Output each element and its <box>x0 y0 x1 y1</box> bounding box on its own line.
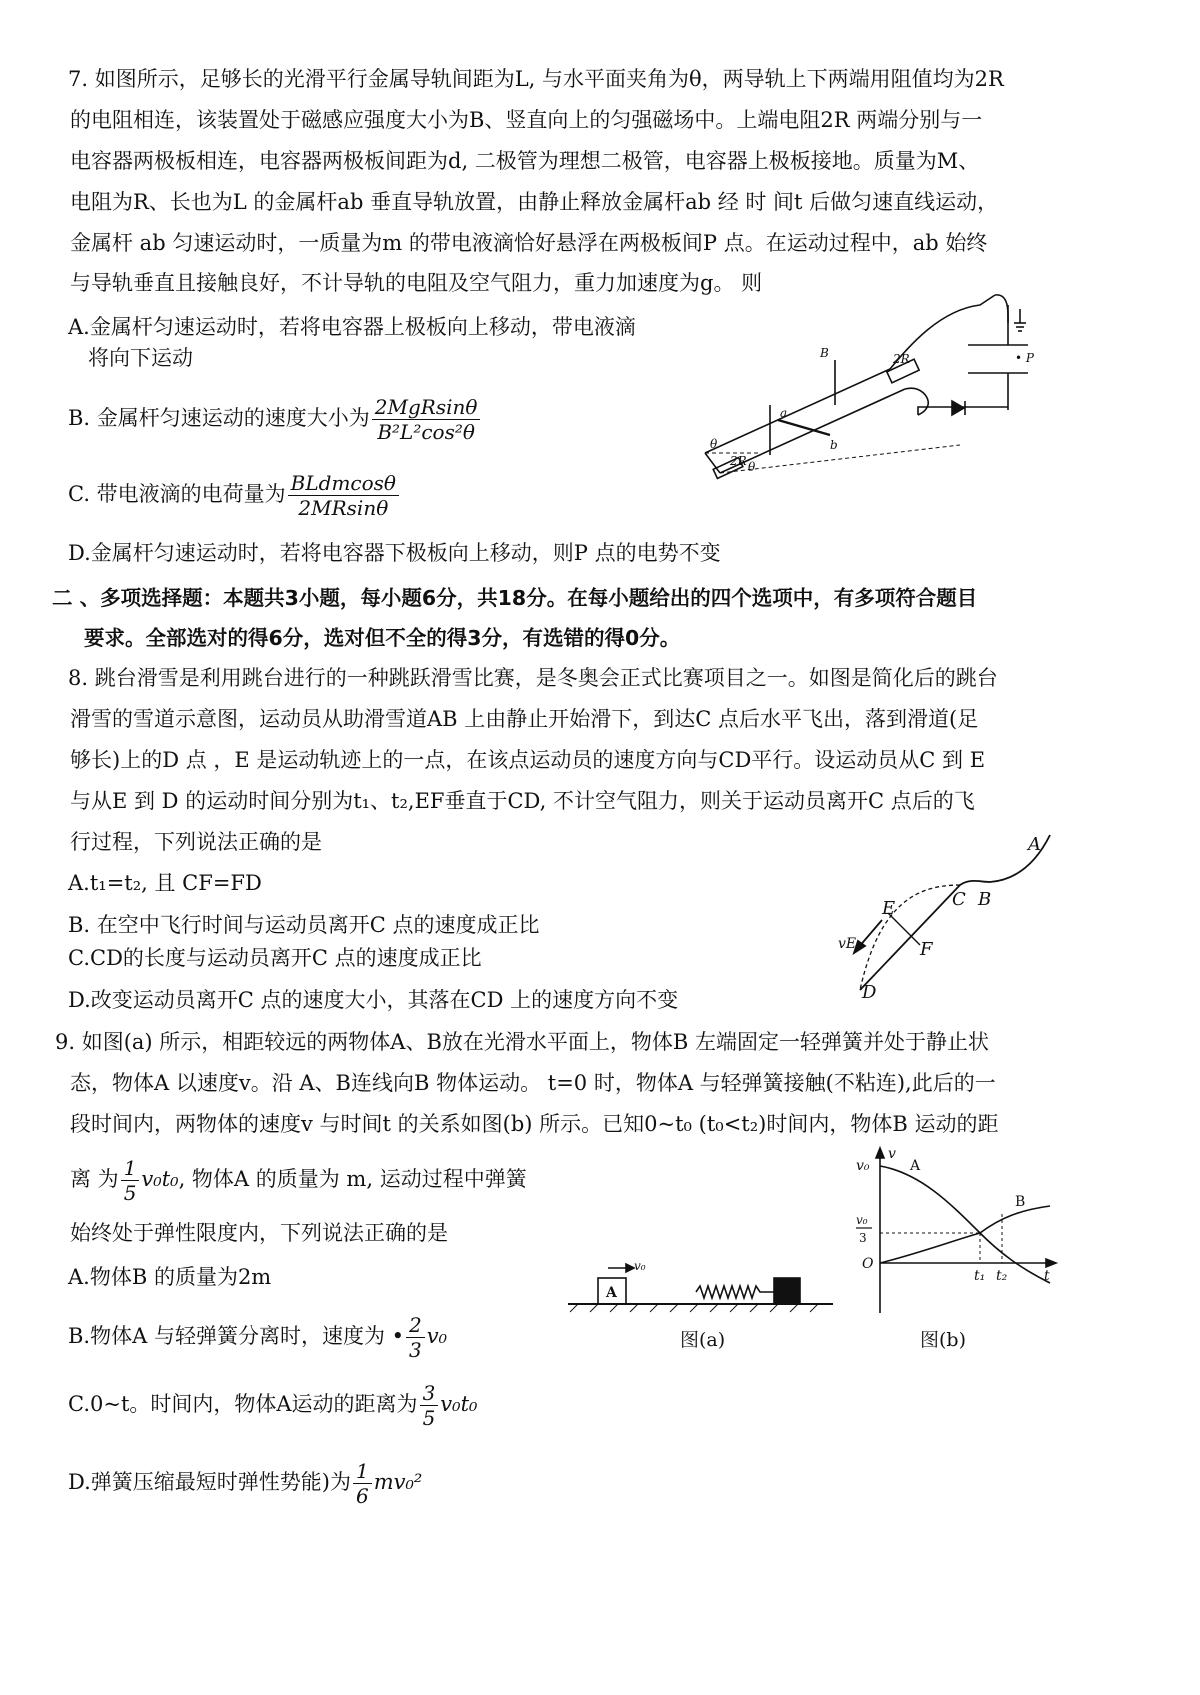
upper-rail <box>705 369 890 453</box>
q8-option-d: D.改变运动员离开C 点的速度大小，其落在CD 上的速度方向不变 <box>68 988 679 1012</box>
q9-line4-var: v₀t₀ <box>141 1167 179 1191</box>
label-v: v <box>888 1146 896 1162</box>
label-ve: vE <box>838 936 857 952</box>
label-d: D <box>862 982 877 1003</box>
q9-figure-b-vt-graph <box>850 1148 1060 1318</box>
q9-option-a: A.物体B 的质量为2m <box>68 1265 272 1289</box>
q7-option-c-fraction <box>288 471 399 520</box>
label-frac-num: v₀ <box>856 1213 868 1227</box>
label-b-field: B <box>820 346 829 360</box>
q7-option-c <box>68 466 401 522</box>
q9-option-b-sign: • <box>391 1324 405 1348</box>
block-b <box>774 1278 800 1304</box>
label-v0: v₀ <box>634 1259 646 1273</box>
label-t: t <box>1044 1268 1050 1284</box>
fraction-numerator: 1 <box>121 1156 140 1181</box>
q7-option-c-text: C. 带电液滴的电荷量为 <box>68 482 286 506</box>
q9-option-c-var: v₀t₀ <box>440 1392 478 1416</box>
q7-option-b-text: B. 金属杆匀速运动的速度大小为 <box>68 406 370 430</box>
q7-stem-line-6: 与导轨垂直且接触良好，不计导轨的电阻及空气阻力，重力加速度为g。 则 <box>70 271 763 295</box>
label-origin: O <box>862 1256 874 1272</box>
rod-ab <box>778 420 830 435</box>
q7-stem-line-3: 电容器两极板相连，电容器两极板间距为d, 二极管为理想二极管，电容器上极板接地。质量为M、 <box>70 149 980 173</box>
q7-option-b-fraction <box>372 395 481 444</box>
q9-figure-a-caption: 图(a) <box>680 1329 726 1351</box>
q9-option-b-var: v₀ <box>426 1324 448 1348</box>
label-c: C <box>952 889 966 910</box>
q9-line4-fraction <box>121 1156 140 1205</box>
diode-icon <box>952 401 964 415</box>
fraction-numerator: BLdmcosθ <box>288 471 399 496</box>
q8-stem-line-4: 与从E 到 D 的运动时间分别为t₁、t₂,EF垂直于CD, 不计空气阻力，则关于运动员离开C 点后的飞 <box>70 789 975 813</box>
label-theta-1: θ <box>710 437 718 451</box>
q9-option-c-text: C.0~t。时间内，物体A运动的距离为 <box>68 1392 418 1416</box>
q7-rail-circuit-figure <box>690 305 1070 505</box>
q7-stem-line-4: 电阻为R、长也为L 的金属杆ab 垂直导轨放置，由静止释放金属杆ab 经 时 间t 后做匀速直线运动， <box>70 190 999 214</box>
fraction-numerator: 1 <box>353 1459 372 1484</box>
label-a: A <box>606 1285 617 1301</box>
label-theta-2: θ <box>748 460 756 474</box>
label-bottom-2r: 2R <box>730 454 747 468</box>
label-point-p: • P <box>1015 351 1034 365</box>
q7-option-d: D.金属杆匀速运动时，若将电容器下极板向上移动，则P 点的电势不变 <box>68 541 721 565</box>
fraction-denominator: 2MRsinθ <box>298 496 389 520</box>
fraction-denominator: 3 <box>409 1338 422 1362</box>
q7-stem-line-5: 金属杆 ab 匀速运动时，一质量为m 的带电液滴恰好悬浮在两极板间P 点。在运动过程中，ab 始终 <box>70 231 988 255</box>
slope-cd <box>860 885 960 990</box>
q9-option-d-text: D.弹簧压缩最短时弹性势能)为 <box>68 1470 351 1494</box>
label-b: b <box>830 438 838 452</box>
fraction-numerator: 2 <box>406 1313 425 1338</box>
fraction-denominator: 5 <box>123 1181 137 1205</box>
q9-option-c <box>68 1376 477 1432</box>
q8-stem-line-5: 行过程，下列说法正确的是 <box>70 830 322 854</box>
fraction-denominator: 5 <box>422 1406 436 1430</box>
q7-option-a-line-1: A.金属杆匀速运动时，若将电容器上极板向上移动，带电液滴 <box>68 315 636 339</box>
curve-b <box>880 1206 1050 1263</box>
q9-option-d <box>68 1454 422 1510</box>
q9-figure-a <box>568 1259 838 1322</box>
section-2-heading-line-2: 要求。全部选对的得6分，选对但不全的得3分，有选错的得0分。 <box>84 626 681 650</box>
q9-stem-line-4 <box>70 1152 527 1206</box>
q8-option-c: C.CD的长度与运动员离开C 点的速度成正比 <box>68 946 482 970</box>
q7-option-a-line-2: 将向下运动 <box>88 346 193 370</box>
label-a: A <box>1028 834 1041 855</box>
section-2-heading-line-1: 二 、多项选择题：本题共3小题，每小题6分，共18分。在每小题给出的四个选项中，有多项符合题目 <box>52 586 978 610</box>
label-v0: v₀ <box>856 1158 870 1174</box>
q7-stem-line-2: 的电阻相连，该装置处于磁感应强度大小为B、竖直向上的匀强磁场中。上端电阻2R 两端分别与一 <box>70 108 983 132</box>
q9-stem-line-5: 始终处于弹性限度内，下列说法正确的是 <box>70 1221 448 1245</box>
q8-stem-line-3: 够长)上的D 点 ，E 是运动轨迹上的一点，在该点运动员的速度方向与CD平行。设运动员从C 到 E <box>70 748 986 772</box>
q9-figure-b-caption: 图(b) <box>920 1329 966 1351</box>
label-a: a <box>780 406 788 420</box>
label-curve-b: B <box>1015 1194 1026 1210</box>
q7-option-b <box>68 390 482 446</box>
label-curve-a: A <box>910 1158 921 1174</box>
q9-stem-line-1: 9. 如图(a) 所示，相距较远的两物体A、B放在光滑水平面上，物体B 左端固定一轻弹簧并处于静止状 <box>55 1030 989 1054</box>
q7-stem-line-1: 7. 如图所示，足够长的光滑平行金属导轨间距为L, 与水平面夹角为θ，两导轨上下两端用阻值均为2R <box>68 67 1004 91</box>
curve-a <box>880 1166 1050 1283</box>
q9-option-d-fraction <box>353 1459 372 1508</box>
q8-option-b: B. 在空中飞行时间与运动员离开C 点的速度成正比 <box>68 913 540 937</box>
q8-ski-jump-figure <box>820 830 1060 1003</box>
q9-option-b <box>68 1308 447 1364</box>
q9-option-b-fraction <box>406 1313 425 1362</box>
q9-stem-line-3: 段时间内，两物体的速度v 与时间t 的关系如图(b) 所示。已知0~t₀ (t₀<t₂)时间内，物体B 运动的距 <box>70 1112 999 1136</box>
label-top-2r: 2R <box>893 352 910 366</box>
q8-option-a: A.t₁=t₂, 且 CF=FD <box>68 871 262 895</box>
fraction-numerator: 3 <box>420 1381 439 1406</box>
fraction-numerator: 2MgRsinθ <box>372 395 481 420</box>
q9-option-d-var: mv₀² <box>373 1470 423 1494</box>
q9-option-c-fraction <box>420 1381 439 1430</box>
label-frac-den: 3 <box>859 1231 867 1245</box>
q9-option-b-text: B.物体A 与轻弹簧分离时，速度为 <box>68 1324 385 1348</box>
label-b: B <box>978 889 992 910</box>
q9-stem-line-2: 态，物体A 以速度v。沿 A、B连线向B 物体运动。 t=0 时，物体A 与轻弹簧接触(不粘连),此后的一 <box>70 1071 996 1095</box>
q9-line4-suffix: , 物体A 的质量为 m, 运动过程中弹簧 <box>178 1167 527 1191</box>
label-f: F <box>920 939 933 960</box>
fraction-denominator: B²L²cos²θ <box>377 420 475 444</box>
fraction-denominator: 6 <box>355 1484 369 1508</box>
q8-stem-line-2: 滑雪的雪道示意图，运动员从助滑雪道AB 上由静止开始滑下，到达C 点后水平飞出，落到滑道(足 <box>70 707 979 731</box>
label-t1: t₁ <box>974 1268 986 1284</box>
q8-stem-line-1: 8. 跳台滑雪是利用跳台进行的一种跳跃滑雪比赛，是冬奥会正式比赛项目之一。如图是简化后的跳台 <box>68 666 998 690</box>
label-e: E <box>882 898 896 919</box>
label-t2: t₂ <box>996 1268 1008 1284</box>
q9-line4-prefix: 离 为 <box>70 1167 119 1191</box>
spring-icon <box>696 1286 774 1298</box>
